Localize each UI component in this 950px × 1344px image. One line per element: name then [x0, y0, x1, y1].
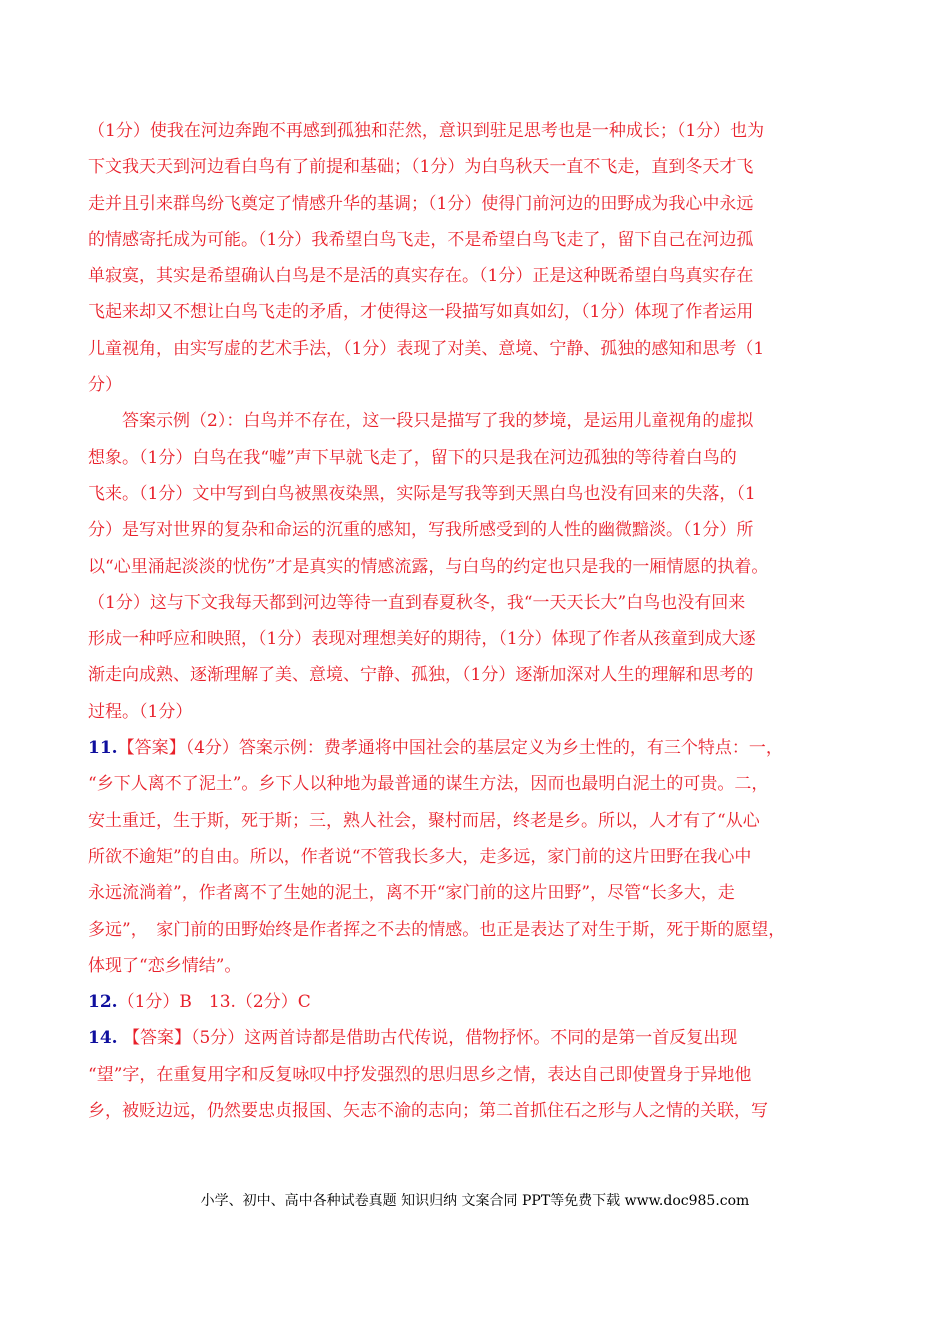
text-segment: 安土重迁，生于斯，死于斯；三，熟人社会，聚村而居，终老是乡。所以，人才有了“从心 — [88, 810, 760, 831]
text-line — [88, 331, 863, 367]
text-line — [88, 367, 863, 403]
text-line — [88, 803, 863, 839]
text-line — [88, 222, 863, 258]
text-line — [88, 113, 863, 149]
text-line — [88, 149, 863, 185]
text-segment: 以“心里涌起淡淡的忧伤”才是真实的情感流露，与白鸟的约定也只是我的一厢情愿的执着。 — [88, 556, 769, 577]
text-line — [88, 186, 863, 222]
text-line — [88, 1093, 863, 1129]
text-line — [88, 585, 863, 621]
text-segment: 的情感寄托成为可能。（1分）我希望白鸟飞走，不是希望白鸟飞走了，留下自己在河边孤 — [88, 229, 754, 250]
text-line — [88, 549, 863, 585]
text-line — [88, 1020, 863, 1056]
text-segment: （1分）这与下文我每天都到河边等待一直到春夏秋冬，我“一天天长大”白鸟也没有回来 — [88, 592, 746, 613]
text-segment: 飞来。（1分）文中写到白鸟被黑夜染黑，实际是写我等到天黑白鸟也没有回来的失落，（1 — [88, 483, 756, 504]
text-segment: （1分）使我在河边奔跑不再感到孤独和茫然，意识到驻足思考也是一种成长；（1分）也为 — [88, 121, 765, 141]
text-line — [88, 984, 863, 1020]
text-segment: 飞起来却又不想让白鸟飞走的矛盾，才使得这一段描写如真如幻，（1分）体现了作者运用 — [88, 302, 754, 323]
text-segment: （5分）这两首诗都是借助古代传说，借物抒怀。不同的是第一首反复出现 — [190, 1028, 738, 1049]
text-line — [88, 875, 863, 911]
text-line — [88, 948, 863, 984]
text-segment: 形成一种呼应和映照，（1分）表现对理想美好的期待，（1分）体现了作者从孩童到成大逐 — [88, 629, 756, 650]
document-body — [88, 113, 863, 1129]
text-line — [88, 766, 863, 802]
text-line — [88, 440, 863, 476]
text-line — [88, 258, 863, 294]
text-line — [88, 694, 863, 730]
text-segment: 下文我天天到河边看白鸟有了前提和基础；（1分）为白鸟秋天一直不飞走，直到冬天才飞 — [88, 157, 754, 178]
text-segment: 所欲不逾矩”的自由。所以，作者说“不管我长多大，走多远，家门前的这片田野在我心中 — [88, 846, 752, 867]
text-segment: 体现了“恋乡情结”。 — [88, 955, 242, 976]
text-segment: 分） — [88, 375, 122, 396]
text-segment: 走并且引来群鸟纷飞奠定了情感升华的基调；（1分）使得门前河边的田野成为我心中永远 — [88, 193, 754, 214]
text-segment: 永远流淌着”，作者离不了生她的泥土，离不开“家门前的这片田野”，尽管“长多大，走 — [88, 883, 735, 904]
text-segment: 乡，被贬边远，仍然要忠贞报国、矢志不渝的志向；第二首抓住石之形与人之情的关联，写 — [88, 1101, 768, 1122]
text-segment: （1分）B 13.（2分）C — [117, 992, 311, 1013]
page-footer: 小学、初中、高中各种试卷真题 知识归纳 文案合同 PPT等免费下载 www.doc985.com — [200, 1193, 750, 1209]
text-segment: 【答案】 — [117, 738, 186, 759]
text-line — [88, 839, 863, 875]
text-line — [88, 403, 863, 439]
text-segment: 分）是写对世界的复杂和命运的沉重的感知，写我所感受到的人性的幽微黯淡。（1分）所 — [88, 520, 754, 541]
text-line — [88, 912, 863, 948]
text-line — [88, 512, 863, 548]
text-line — [88, 476, 863, 512]
text-segment: （4分）答案示例：费孝通将中国社会的基层定义为乡土性的，有三个特点：一， — [185, 738, 783, 759]
text-line — [88, 294, 863, 330]
text-segment: “望”字，在重复用字和反复咏叹中抒发强烈的思归思乡之情，表达自己即使置身于异地他 — [88, 1064, 752, 1085]
text-segment: 答案示例（2）：白鸟并不存在，这一段只是描写了我的梦境，是运用儿童视角的虚拟 — [88, 411, 754, 432]
question-number: 14. — [88, 1028, 118, 1049]
text-segment: 想象。（1分）白鸟在我“嘘”声下早就飞走了，留下的只是我在河边孤独的等待着白鸟的 — [88, 447, 737, 468]
text-segment: 单寂寞，其实是希望确认白鸟是不是活的真实存在。（1分）正是这种既希望白鸟真实存在 — [88, 266, 754, 287]
text-segment: 过程。（1分） — [88, 701, 193, 722]
text-line — [88, 621, 863, 657]
text-line — [88, 730, 863, 766]
text-line — [88, 1057, 863, 1093]
text-segment: 儿童视角，由实写虚的艺术手法，（1分）表现了对美、意境、宁静、孤独的感知和思考（1 — [88, 338, 765, 359]
text-segment: 渐走向成熟、逐渐理解了美、意境、宁静、孤独，（1分）逐渐加深对人生的理解和思考的 — [88, 665, 754, 686]
text-segment: “乡下人离不了泥土”。乡下人以种地为最普通的谋生方法，因而也最明白泥土的可贵。二， — [88, 774, 769, 795]
text-line — [88, 657, 863, 693]
question-number: 12. — [88, 992, 118, 1013]
text-segment: 多远”， 家门前的田野始终是作者挥之不去的情感。也正是表达了对生于斯，死于斯的愿望， — [88, 919, 786, 940]
question-number: 11. — [88, 738, 118, 759]
text-segment: 【答案】 — [117, 1028, 191, 1049]
